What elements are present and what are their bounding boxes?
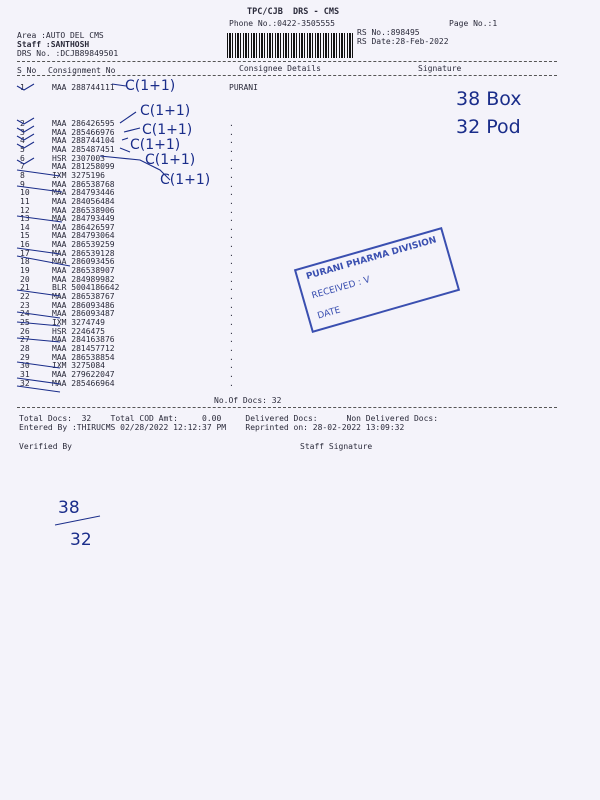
stamp-date-label: DATE (316, 305, 342, 322)
handwritten-note: C(1+1) (140, 103, 191, 119)
handwritten-note: C(1+1) (145, 152, 196, 168)
row-consignment-no: MAA 286538906 (52, 205, 115, 215)
row-consignee: . (229, 317, 234, 327)
row-consignee: . (229, 335, 234, 345)
drs-number: DRS No. :DCJB89849501 (17, 49, 119, 58)
row-consignee: . (229, 257, 234, 267)
row-consignee: . (229, 326, 234, 336)
row-sno: 20 (20, 274, 30, 284)
row-consignee: . (229, 170, 234, 180)
row-consignment-no: MAA 285487451 (52, 144, 115, 154)
rs-date: RS Date:28-Feb-2022 (357, 37, 449, 46)
row-sno: 8 (20, 170, 25, 180)
row-consignee: . (229, 196, 234, 206)
row-consignee: . (229, 266, 234, 276)
row-sno: 26 (20, 326, 30, 336)
row-consignee: . (229, 119, 234, 128)
row-consignee: . (229, 240, 234, 250)
handwritten-fraction-bottom: 32 (70, 530, 92, 550)
row-consignment-no: MAA 284793064 (52, 231, 115, 241)
row-consignment-no: MAA 284056484 (52, 196, 115, 206)
row-sno: 23 (20, 300, 30, 310)
row-sno: 19 (20, 266, 30, 276)
row-sno: 18 (20, 257, 30, 267)
row-consignee: . (229, 162, 234, 172)
row-consignee: . (229, 188, 234, 198)
row-consignee: . (229, 309, 234, 319)
row-consignee: . (229, 127, 234, 137)
row-sno: 4 (20, 136, 25, 146)
row-consignment-no: MAA 284163876 (52, 335, 115, 345)
row-sno: 5 (20, 144, 25, 154)
col-consignment: Consignment No (48, 66, 116, 75)
area-field: Area :AUTO DEL CMS (17, 31, 104, 40)
row-consignee: . (229, 352, 234, 362)
phone-number: Phone No.:0422-3505555 (229, 19, 335, 28)
row-consignee: . (229, 361, 234, 371)
totals-line: Total Docs: 32 Total COD Amt: 0.00 Delivered Docs: Non Delivered Docs: (19, 414, 439, 423)
handwritten-pod-count: 32 Pod (456, 116, 521, 138)
col-sno: S No (17, 66, 37, 75)
row-consignment-no: MAA 285466964 (52, 378, 115, 388)
row-consignment-no: MAA 286538907 (52, 266, 115, 276)
row-consignment-no: BLR 5004186642 (52, 283, 120, 293)
row-sno: 3 (20, 127, 25, 137)
row-sno: 7 (20, 162, 25, 172)
row-consignment-no: MAA 286538768 (52, 179, 115, 189)
row-consignee: . (229, 343, 234, 353)
stamp-received-label: RECEIVED : V (310, 275, 372, 302)
row-consignment-no: MAA 288744111 (52, 83, 115, 92)
row-consignment-no: MAA 286426595 (52, 119, 115, 128)
handwritten-note: C(1+1) (130, 137, 181, 153)
handwritten-box-count: 38 Box (456, 88, 522, 110)
row-sno: 27 (20, 335, 30, 345)
row-consignee: . (229, 136, 234, 146)
row-consignee: . (229, 369, 234, 379)
row-consignee: . (229, 144, 234, 154)
page-number: Page No.:1 (449, 19, 498, 28)
row-consignment-no: MAA 281258099 (52, 162, 115, 172)
row-sno: 31 (20, 369, 30, 379)
rs-number: RS No.:898495 (357, 28, 420, 37)
row-sno: 10 (20, 188, 30, 198)
row-sno: 1 (20, 83, 25, 92)
row-sno: 25 (20, 317, 30, 327)
row-sno: 21 (20, 283, 30, 293)
row-sno: 14 (20, 222, 30, 232)
staff-signature-label: Staff Signature (300, 442, 373, 451)
row-consignment-no: HSR 2307003 (52, 153, 105, 163)
row-consignee: PURANI (229, 83, 258, 92)
row-consignment-no: MAA 279622047 (52, 369, 115, 379)
row-consignment-no: MAA 284793449 (52, 214, 115, 224)
row-consignment-no: MAA 286093487 (52, 309, 115, 319)
row-consignee: . (229, 248, 234, 258)
handwritten-fraction-top: 38 (58, 498, 80, 518)
row-sno: 9 (20, 179, 25, 189)
document-title: TPC/CJB DRS - CMS (247, 7, 340, 17)
row-consignment-no: MAA 284989982 (52, 274, 115, 284)
row-consignment-no: IXM 3274749 (52, 317, 105, 327)
handwritten-note: C(1+1) (160, 172, 211, 188)
row-sno: 6 (20, 153, 25, 163)
row-sno: 15 (20, 231, 30, 241)
col-signature: Signature (418, 64, 462, 73)
row-sno: 11 (20, 196, 30, 206)
row-consignee: . (229, 274, 234, 284)
row-sno: 17 (20, 248, 30, 258)
row-consignment-no: IXM 3275196 (52, 170, 105, 180)
row-consignment-no: MAA 286538767 (52, 292, 115, 301)
handwritten-note: C(1+1) (142, 122, 193, 138)
row-consignment-no: MAA 286539128 (52, 248, 115, 258)
staff-field: Staff :SANTHOSH (17, 40, 90, 49)
row-consignment-no: MAA 285466976 (52, 127, 115, 137)
row-sno: 29 (20, 352, 30, 362)
row-consignment-no: MAA 286539259 (52, 240, 115, 250)
row-consignment-no: IXM 3275084 (52, 361, 105, 371)
row-sno: 30 (20, 361, 30, 371)
row-consignee: . (229, 378, 234, 388)
row-consignment-no: MAA 286426597 (52, 222, 115, 232)
row-sno: 12 (20, 205, 30, 215)
row-consignee: . (229, 222, 234, 232)
verified-by-label: Verified By (19, 442, 72, 451)
row-consignee: . (229, 153, 234, 163)
row-consignee: . (229, 283, 234, 293)
row-consignment-no: MAA 286093486 (52, 300, 115, 310)
row-sno: 2 (20, 119, 25, 128)
row-sno: 24 (20, 309, 30, 319)
row-sno: 13 (20, 214, 30, 224)
row-consignment-no: HSR 2246475 (52, 326, 105, 336)
row-sno: 28 (20, 343, 30, 353)
docs-count: No.Of Docs: 32 (214, 396, 282, 405)
row-consignee: . (229, 300, 234, 310)
row-consignee: . (229, 205, 234, 215)
row-consignment-no: MAA 286538854 (52, 352, 115, 362)
row-consignee: . (229, 214, 234, 224)
col-consignee: Consignee Details (239, 64, 321, 73)
entered-by-line: Entered By :THIRUCMS 02/28/2022 12:12:37 PM Reprinted on: 28-02-2022 13:09:32 (19, 423, 405, 432)
handwritten-note: C(1+1) (125, 78, 176, 94)
stamp-company-name: PURANI PHARMA DIVISION (305, 235, 438, 283)
row-consignee: . (229, 179, 234, 189)
row-sno: 22 (20, 292, 30, 301)
row-consignment-no: MAA 288744104 (52, 136, 115, 146)
row-sno: 16 (20, 240, 30, 250)
row-consignment-no: MAA 284793446 (52, 188, 115, 198)
row-sno: 32 (20, 378, 30, 388)
row-consignee: . (229, 231, 234, 241)
row-consignee: . (229, 292, 234, 301)
row-consignment-no: MAA 286093456 (52, 257, 115, 267)
row-consignment-no: MAA 281457712 (52, 343, 115, 353)
